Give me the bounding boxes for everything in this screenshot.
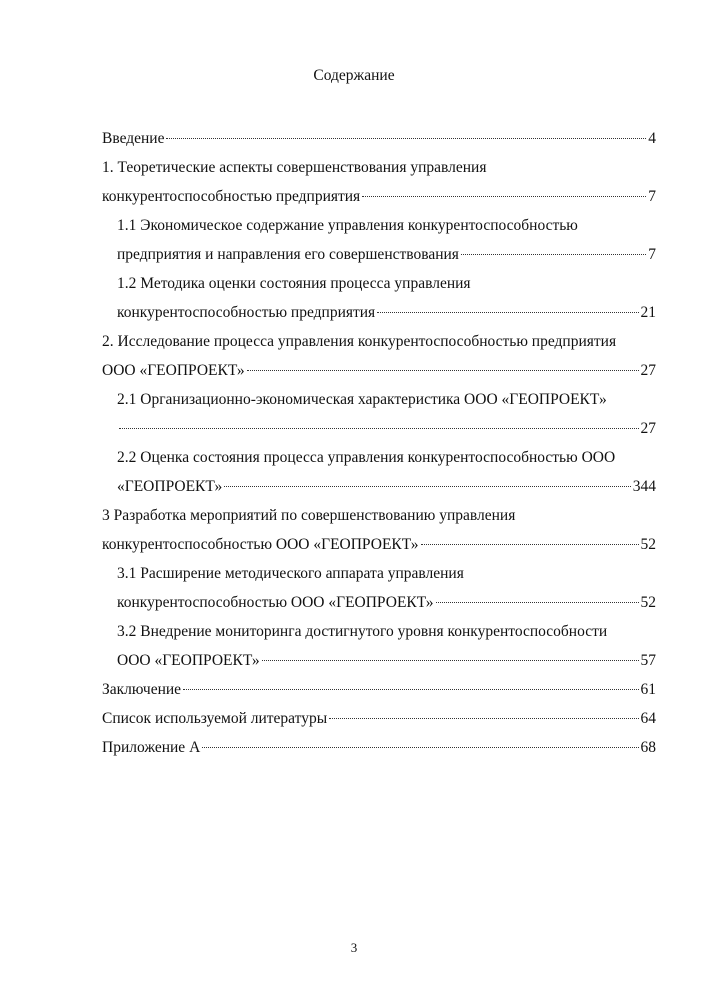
toc-entry[interactable]	[102, 501, 656, 559]
toc-entry-text: 1. Теоретические аспекты совершенствования управления	[102, 159, 487, 176]
toc-entry-line	[102, 124, 656, 153]
toc-entry-page: 52	[640, 594, 656, 611]
dot-leader	[436, 602, 639, 603]
toc-entry-line	[102, 327, 656, 356]
toc-entry-line	[102, 704, 656, 733]
toc-entry-text: 1.1 Экономическое содержание управления конкурентоспособностью	[117, 217, 578, 234]
toc-entry[interactable]	[102, 153, 656, 211]
toc-entry-text: предприятия и направления его совершенствования	[117, 246, 459, 263]
toc-entry[interactable]	[102, 269, 656, 327]
page-number: 3	[350, 940, 358, 955]
dot-leader	[421, 544, 639, 545]
toc-entry-text: Список используемой литературы	[102, 710, 328, 727]
toc-entry-line	[102, 733, 656, 762]
toc-entry-page: 57	[640, 652, 656, 669]
toc-entry-text: конкурентоспособностью предприятия	[102, 188, 361, 205]
toc-entry[interactable]	[102, 733, 656, 762]
toc-entry-line	[102, 153, 656, 182]
toc-entry-line	[102, 182, 656, 211]
toc-entry-text: Заключение	[102, 681, 182, 698]
dot-leader	[329, 718, 638, 719]
toc-entry[interactable]	[102, 617, 656, 675]
toc-entry[interactable]	[102, 704, 656, 733]
toc-entry[interactable]	[102, 211, 656, 269]
toc-entry-text: ООО «ГЕОПРОЕКТ»	[117, 652, 260, 669]
toc-entry-text: 3.2 Внедрение мониторинга достигнутого уровня конкурентоспособности	[117, 623, 608, 640]
dot-leader	[461, 254, 646, 255]
toc-entry-line	[102, 617, 656, 646]
toc-entry-line	[102, 559, 656, 588]
toc-entry-text: 2. Исследование процесса управления конкурентоспособностью предприятия	[102, 333, 617, 350]
toc-entry-line	[102, 530, 656, 559]
toc-entry[interactable]	[102, 675, 656, 704]
toc-entry-text: конкурентоспособностью ООО «ГЕОПРОЕКТ»	[102, 536, 419, 553]
toc-entry-line	[102, 646, 656, 675]
toc-entry-text: конкурентоспособностью ООО «ГЕОПРОЕКТ»	[117, 594, 434, 611]
toc-entry-page: 7	[648, 246, 656, 263]
toc-entry-text: 2.2 Оценка состояния процесса управления конкурентоспособностью ООО	[117, 449, 616, 466]
toc-entry-page: 68	[640, 739, 656, 756]
toc-entry-text: 2.1 Организационно-экономическая характеристика ООО «ГЕОПРОЕКТ»	[117, 391, 607, 408]
toc-entry-line	[102, 472, 656, 501]
toc-entry-line	[102, 356, 656, 385]
toc-entry-text: ООО «ГЕОПРОЕКТ»	[102, 362, 245, 379]
toc-entry-text: конкурентоспособностью предприятия	[117, 304, 376, 321]
dot-leader	[119, 428, 639, 429]
toc-entry[interactable]	[102, 559, 656, 617]
toc-entry-text: 1.2 Методика оценки состояния процесса управления	[117, 275, 471, 292]
toc-entry-page: 21	[640, 304, 656, 321]
toc-entry-page: 4	[648, 130, 656, 147]
toc-entry-line	[102, 211, 656, 240]
dot-leader	[224, 486, 631, 487]
toc-entry-line	[102, 240, 656, 269]
toc-entry-page: 61	[640, 681, 656, 698]
toc-entry-text: 3 Разработка мероприятий по совершенствованию управления	[102, 507, 516, 524]
dot-leader	[262, 660, 639, 661]
toc-entry-line	[102, 298, 656, 327]
toc-entry-text: Приложение А	[102, 739, 201, 756]
toc-entry-line	[102, 501, 656, 530]
toc-entry-line	[102, 414, 656, 443]
dot-leader	[377, 312, 638, 313]
toc-entry-text: Введение	[102, 130, 165, 147]
toc-entry-page: 7	[648, 188, 656, 205]
toc-entry[interactable]	[102, 124, 656, 153]
toc-entry-line	[102, 269, 656, 298]
toc-entry-line	[102, 675, 656, 704]
table-of-contents	[102, 124, 656, 762]
toc-entry-page: 27	[640, 420, 656, 437]
toc-entry-text: «ГЕОПРОЕКТ»	[117, 478, 223, 495]
toc-entry-page: 344	[632, 478, 656, 495]
toc-entry-line	[102, 588, 656, 617]
toc-entry[interactable]	[102, 443, 656, 501]
toc-entry-page: 52	[640, 536, 656, 553]
toc-entry[interactable]	[102, 385, 656, 443]
toc-title: Содержание	[313, 67, 395, 84]
dot-leader	[362, 196, 646, 197]
dot-leader	[183, 689, 638, 690]
toc-entry-text: 3.1 Расширение методического аппарата управления	[117, 565, 464, 582]
dot-leader	[202, 747, 638, 748]
dot-leader	[247, 370, 639, 371]
toc-entry-page: 64	[640, 710, 656, 727]
toc-entry[interactable]	[102, 327, 656, 385]
toc-entry-line	[102, 385, 656, 414]
dot-leader	[166, 138, 646, 139]
toc-entry-line	[102, 443, 656, 472]
toc-entry-page: 27	[640, 362, 656, 379]
